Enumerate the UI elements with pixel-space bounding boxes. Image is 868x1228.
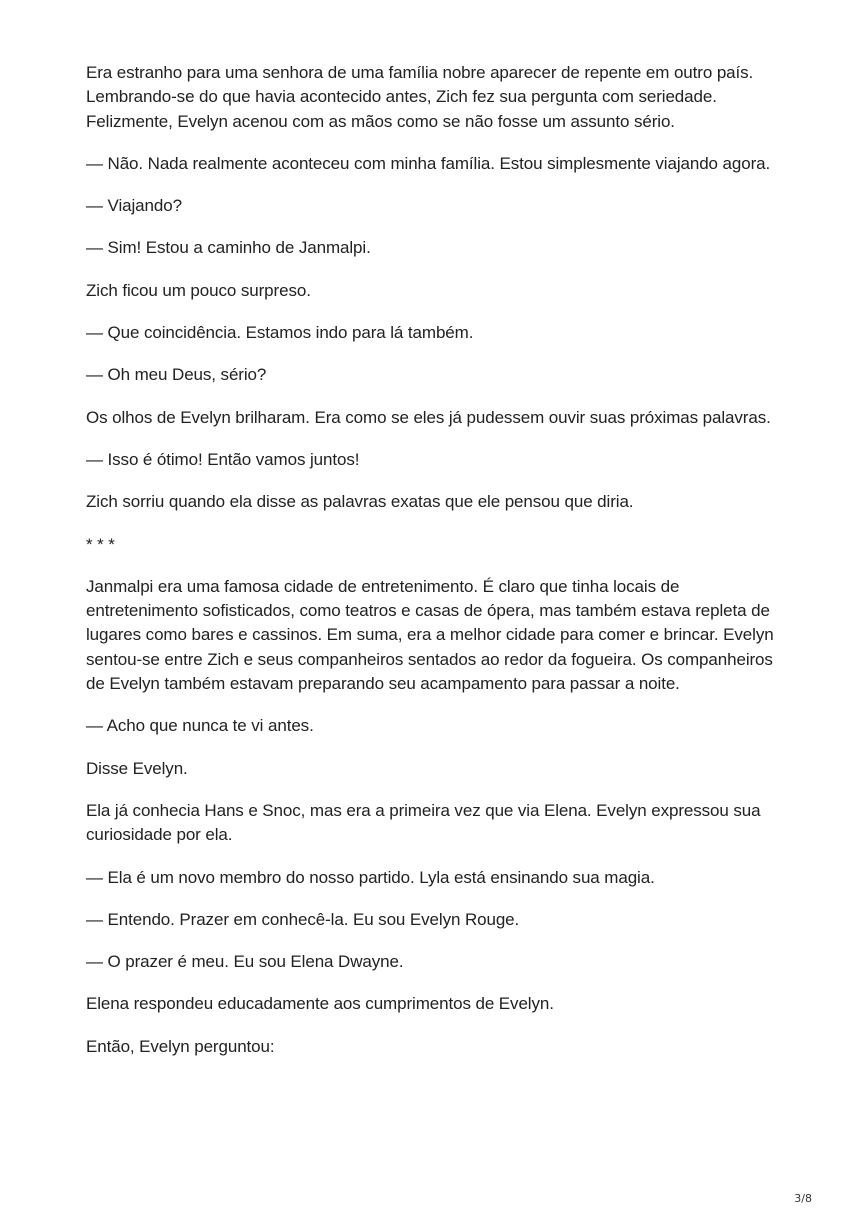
paragraph: Zich sorriu quando ela disse as palavras exatas que ele pensou que diria. — [86, 492, 634, 512]
paragraph: — Viajando? — [86, 196, 182, 216]
paragraph: Disse Evelyn. — [86, 758, 188, 778]
paragraph: Zich ficou um pouco surpreso. — [86, 280, 311, 300]
paragraph: — O prazer é meu. Eu sou Elena Dwayne. — [86, 952, 404, 972]
paragraph: Então, Evelyn perguntou: — [86, 1036, 275, 1056]
document-page — [86, 61, 786, 1077]
paragraph: — Oh meu Deus, sério? — [86, 365, 267, 385]
paragraph: Elena respondeu educadamente aos cumprimentos de Evelyn. — [86, 994, 554, 1014]
paragraph: — Que coincidência. Estamos indo para lá também. — [86, 323, 474, 343]
paragraph: — Ela é um novo membro do nosso partido. Lyla está ensinando sua magia. — [86, 867, 655, 887]
paragraph: — Não. Nada realmente aconteceu com minha família. Estou simplesmente viajando agora. — [86, 153, 771, 173]
paragraph: — Sim! Estou a caminho de Janmalpi. — [86, 238, 371, 258]
paragraph: — Acho que nunca te vi antes. — [86, 716, 314, 736]
paragraph: Os olhos de Evelyn brilharam. Era como se eles já pudessem ouvir suas próximas palavras. — [86, 407, 771, 427]
paragraph: Ela já conhecia Hans e Snoc, mas era a primeira vez que via Elena. Evelyn expressou sua curiosidade por ela. — [86, 800, 761, 845]
scene-break: * * * — [86, 534, 115, 554]
page-number: 3/8 — [794, 1192, 812, 1205]
paragraph: Janmalpi era uma famosa cidade de entretenimento. É claro que tinha locais de entretenimento sofisticados, como teatros e casas de ópera, mas também estava repleta de lugares como bares e cassinos. Em suma, era a melhor cidade para comer e brincar. Evelyn sentou-se entre Zich e seus companheiros sentados ao redor da fogueira. Os companheiros de Evelyn também estavam preparando seu acampamento para passar a noite. — [86, 576, 774, 694]
paragraph: — Isso é ótimo! Então vamos juntos! — [86, 449, 360, 469]
paragraph: — Entendo. Prazer em conhecê-la. Eu sou Evelyn Rouge. — [86, 909, 520, 929]
paragraph: Era estranho para uma senhora de uma família nobre aparecer de repente em outro país. Lembrando-se do que havia acontecido antes, Zich fez sua pergunta com seriedade. Felizmente, Evelyn acenou com as mãos como se não fosse um assunto sério. — [86, 63, 754, 131]
